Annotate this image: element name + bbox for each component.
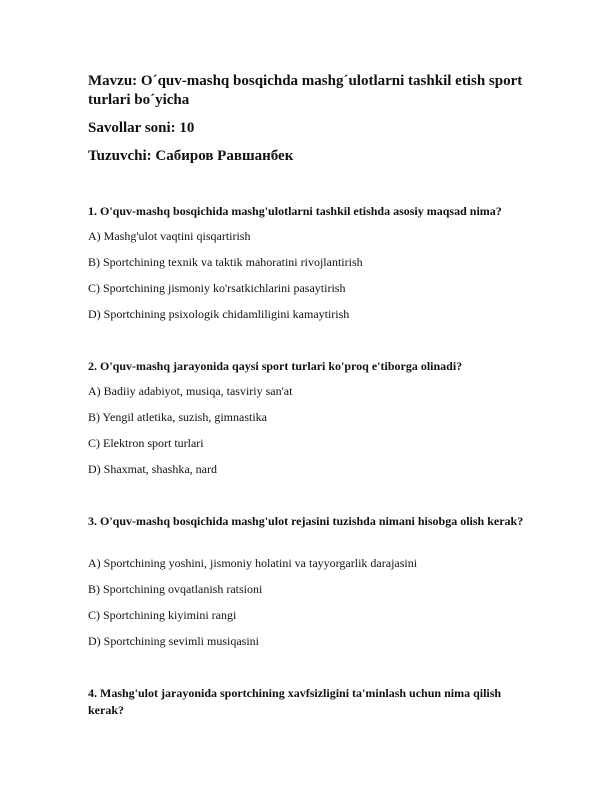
- question-1-option-b: B) Sportchining texnik va taktik mahoratini rivojlantirish: [88, 255, 363, 269]
- question-1: 1. O'quv-mashq bosqichida mashg'ulotlarni tashkil etishda asosiy maqsad nima?: [88, 204, 502, 218]
- question-3-option-a: A) Sportchining yoshini, jismoniy holatini va tayyorgarlik darajasini: [88, 556, 418, 570]
- question-3-option-c: C) Sportchining kiyimini rangi: [88, 608, 237, 622]
- question-3: 3. O'quv-mashq bosqichida mashg'ulot rejasini tuzishda nimani hisobga olish kerak?: [88, 514, 524, 528]
- question-2-option-c: C) Elektron sport turlari: [88, 436, 204, 450]
- topic-heading: Mavzu: O´quv-mashq bosqichda mashg´ulotlarni tashkil etish sport turlari bo´yicha: [88, 73, 523, 108]
- question-4: 4. Mashg'ulot jarayonida sportchining xavfsizligini ta'minlash uchun nima qilish kerak?: [88, 686, 502, 717]
- question-3-option-b: B) Sportchining ovqatlanish ratsioni: [88, 582, 263, 596]
- question-1-option-a: A) Mashg'ulot vaqtini qisqartirish: [88, 229, 251, 243]
- question-1-option-c: C) Sportchining jismoniy ko'rsatkichlarini pasaytirish: [88, 281, 346, 295]
- question-1-option-d: D) Sportchining psixologik chidamliligini kamaytirish: [88, 307, 350, 321]
- questions-count: Savollar soni: 10: [88, 120, 195, 136]
- question-3-option-d: D) Sportchining sevimli musiqasini: [88, 634, 259, 648]
- question-2-option-b: B) Yengil atletika, suzish, gimnastika: [88, 410, 267, 424]
- question-2-option-a: A) Badiiy adabiyot, musiqa, tasviriy san'at: [88, 384, 293, 398]
- author-line: Tuzuvchi: Сабиров Равшанбек: [88, 148, 294, 164]
- question-2-option-d: D) Shaxmat, shashka, nard: [88, 462, 217, 476]
- question-2: 2. O'quv-mashq jarayonida qaysi sport turlari ko'proq e'tiborga olinadi?: [88, 359, 463, 373]
